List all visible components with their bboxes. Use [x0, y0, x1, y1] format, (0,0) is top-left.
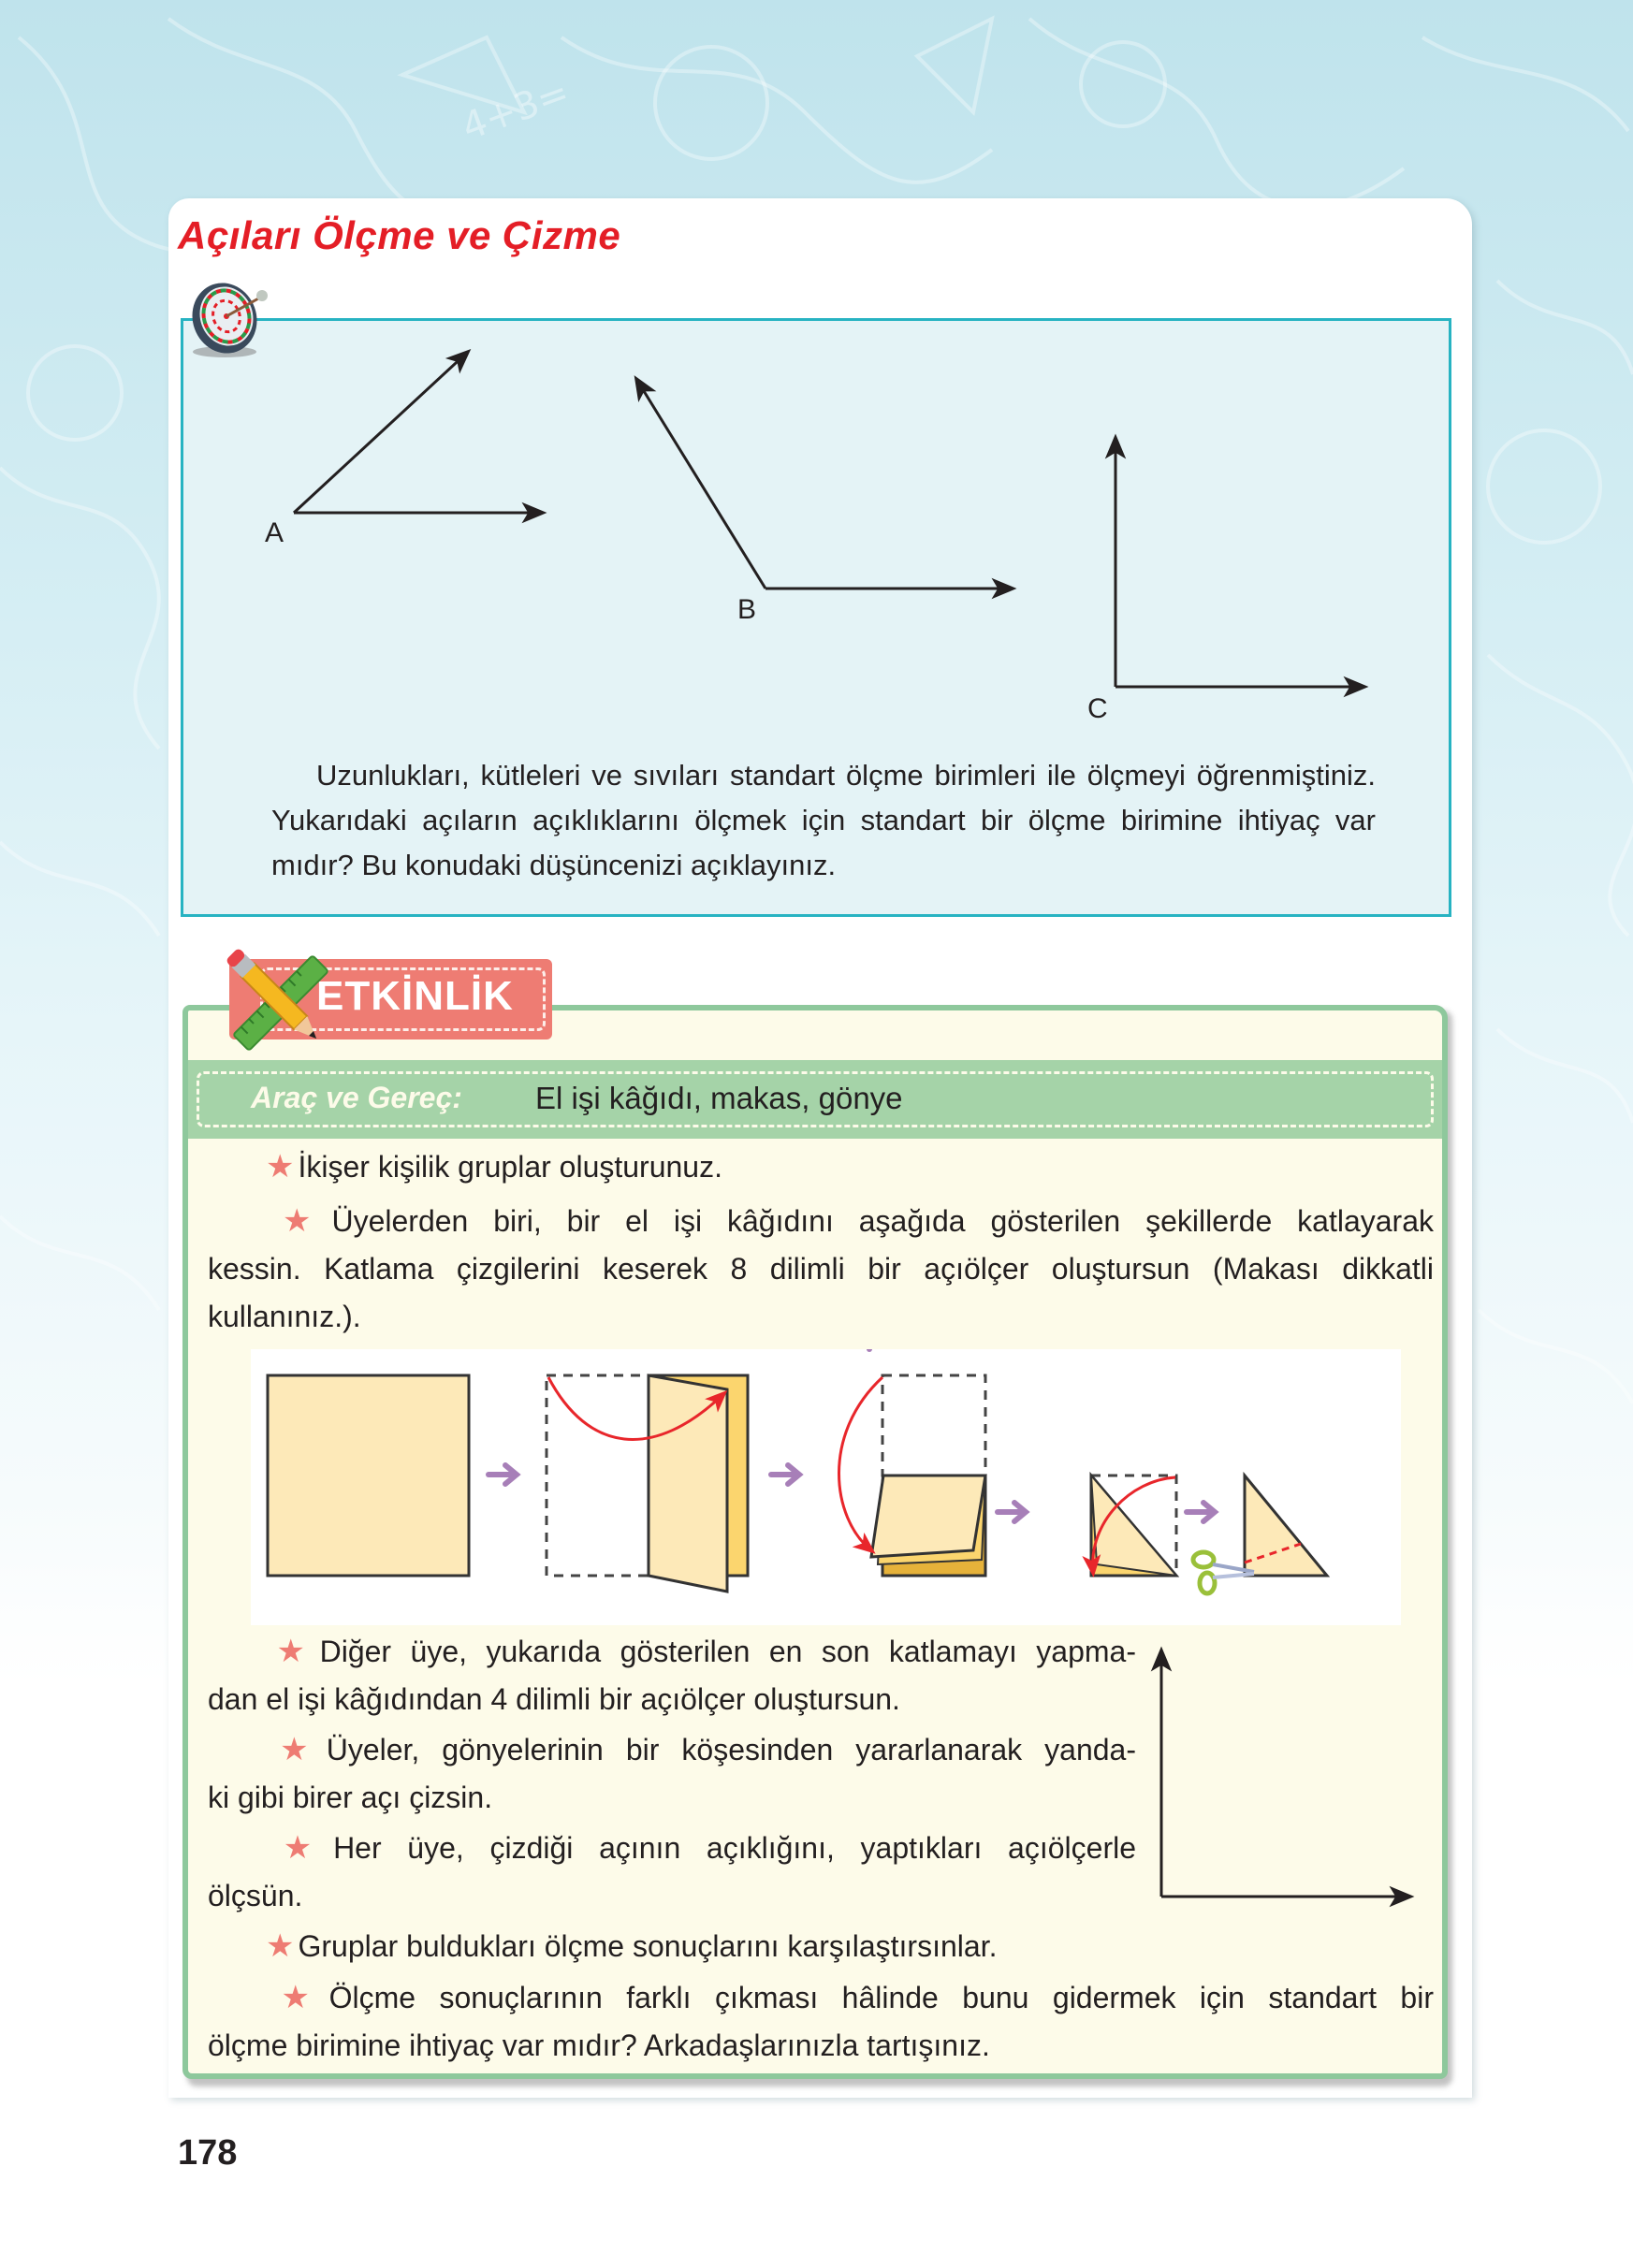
step-arrow-icon — [998, 1503, 1026, 1521]
intro-paragraph — [271, 753, 1376, 888]
tools-value: El işi kâğıdı, makas, gönye — [535, 1081, 903, 1115]
angle-b-label: B — [737, 594, 757, 625]
intro-paragraph-text: Uzunlukları, kütleleri ve sıvıları standart ölçme birimleri ile ölçmeyi öğrenmiştiniz. Yukarıdaki açıların açıklıklarını ölçmek için standart bir ölçme birimine ihtiyaç var mıdır? Bu konudaki düşüncenizi açıklayınız. — [271, 759, 1376, 881]
svg-text:4+3=: 4+3= — [456, 70, 576, 150]
star-icon: ★ — [266, 1980, 326, 2015]
activity-item-6: ★ Gruplar buldukları ölçme sonuçlarını karşılaştırsınlar. — [266, 1928, 998, 1964]
step-arrow-icon — [1187, 1503, 1215, 1521]
star-icon: ★ — [266, 1732, 323, 1767]
angle-b-ray-slanted — [636, 379, 765, 589]
tools-label: Araç ve Gereç: — [251, 1081, 462, 1114]
angle-a-ray-slanted — [294, 352, 468, 513]
fold-step-4 — [1091, 1476, 1176, 1576]
star-icon: ★ — [266, 1928, 295, 1964]
fold-steps-diagram — [251, 1349, 1401, 1625]
fold-step-2 — [547, 1375, 748, 1592]
fold-step-3 — [838, 1375, 985, 1576]
star-icon: ★ — [266, 1634, 316, 1669]
fold-step-5-triangle — [1245, 1476, 1327, 1576]
angles-diagram — [181, 318, 1451, 749]
activity-item-7: ★ Ölçme sonuçlarının farklı çıkması hâlinde bunu gidermek için standart bir ölçme birimine ihtiyaç var mıdır? Arkadaşlarınızla tartışınız. — [208, 1980, 1434, 2062]
activity-item-2: ★ Üyelerden biri, bir el işi kâğıdını aşağıda gösterilen şekillerde katlayarak kessin. Katlama çizgilerini keserek 8 dilimli bir açıölçer oluştursun (Makası dikkatli kullanınız.). — [208, 1203, 1435, 1333]
step-arrow-icon — [771, 1465, 799, 1484]
fold-step-1-square-paper — [268, 1375, 469, 1576]
star-icon: ★ — [266, 1830, 330, 1866]
activity-item-3: ★ Diğer üye, yukarıda gösterilen en son katlamayı yapma- dan el işi kâğıdından 4 dilimli bir açıölçer oluştursun. — [208, 1634, 1137, 1716]
angle-a-label: A — [265, 517, 284, 548]
page-number: 178 — [178, 2133, 238, 2173]
angle-c-label: C — [1087, 693, 1108, 724]
star-icon: ★ — [266, 1203, 328, 1239]
page-title: Açıları Ölçme ve Çizme — [178, 213, 621, 257]
right-angle-diagram — [1146, 1639, 1427, 1911]
activity-item-5: ★ Her üye, çizdiği açının açıklığını, yaptıkları açıölçerle ölçsün. — [208, 1830, 1137, 1912]
activity-item-4: ★ Üyeler, gönyelerinin bir köşesinden yararlanarak yanda- ki gibi birer açı çizsin. — [208, 1732, 1137, 1814]
activity-item-1: ★ İkişer kişilik gruplar oluşturunuz. — [266, 1149, 722, 1185]
star-icon: ★ — [266, 1149, 295, 1185]
step-arrow-icon — [488, 1465, 517, 1484]
pencil-ruler-icon — [215, 947, 346, 1059]
activity-header: ETKİNLİK — [316, 973, 514, 1019]
